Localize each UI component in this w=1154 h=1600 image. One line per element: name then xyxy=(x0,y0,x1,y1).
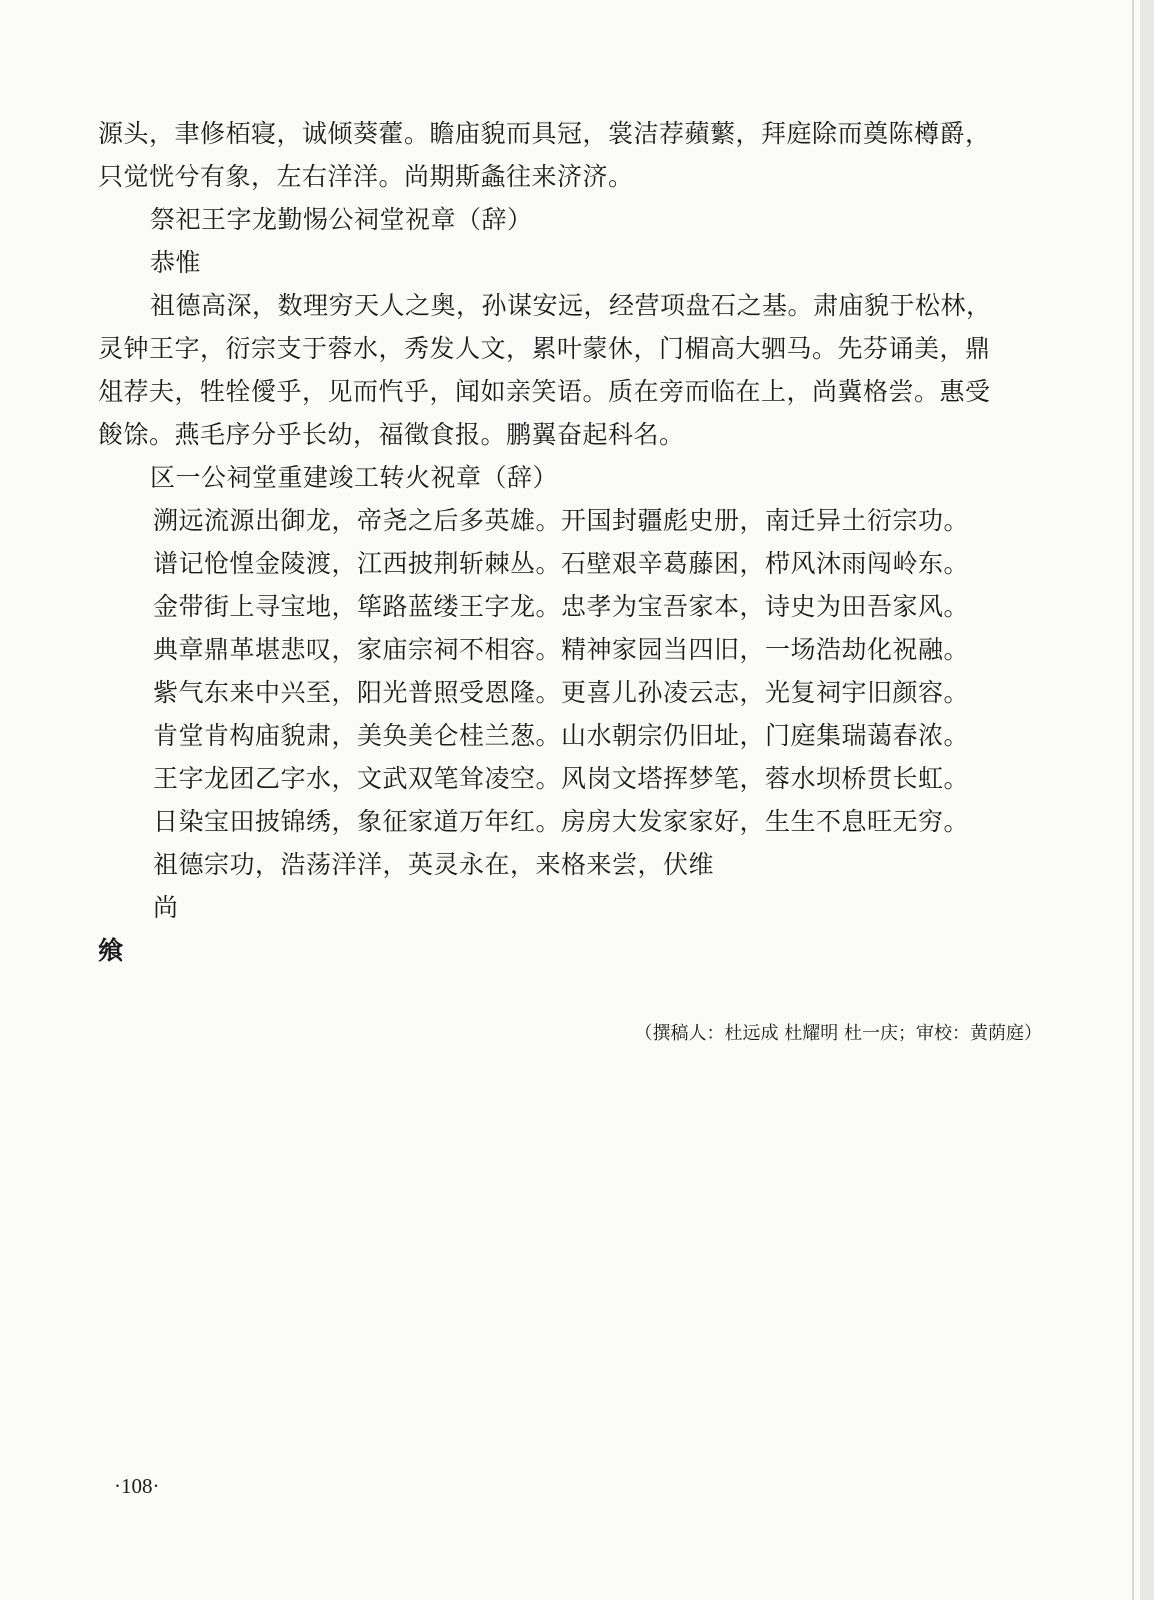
body-text xyxy=(98,112,1038,972)
verse-line: 溯远流源出御龙，帝尧之后多英雄。开国封疆彪史册，南迁异土衍宗功。 xyxy=(153,506,970,535)
scan-line xyxy=(1132,0,1134,1600)
text-line: 只觉恍兮有象，左右洋洋。尚期斯螽往来济济。 xyxy=(98,162,634,191)
verse-line: 金带街上寻宝地，筚路蓝缕王字龙。忠孝为宝吾家本，诗史为田吾家风。 xyxy=(153,592,970,621)
section-heading: 区一公祠堂重建竣工转火祝章（辞） xyxy=(150,463,559,492)
text-line: 祖德高深，数理穷天人之奥，孙谋安远，经营项盘石之基。肃庙貌于松林， xyxy=(150,291,992,320)
verse-line: 肯堂肯构庙貌肃，美奂美仑桂兰葱。山水朝宗仍旧址，门庭集瑞蔼春浓。 xyxy=(153,721,970,750)
verse-line: 祖德宗功，浩荡洋洋，英灵永在，来格来尝，伏维 xyxy=(153,850,715,879)
scan-edge xyxy=(1140,0,1154,1600)
section-heading: 祭祀王字龙勤惕公祠堂祝章（辞） xyxy=(150,205,533,234)
page-number: ·108· xyxy=(114,1474,160,1498)
author-credit: （撰稿人：杜远成 杜耀明 杜一庆；审校：黄荫庭） xyxy=(634,1023,1042,1044)
verse-line: 日染宝田披锦绣，象征家道万年红。房房大发家家好，生生不息旺无穷。 xyxy=(153,807,970,836)
text-line: 俎荐夫，牲牷僾乎，见而忾乎，闻如亲笑语。质在旁而临在上，尚冀格尝。惠受 xyxy=(98,377,991,406)
verse-line: 典章鼎革堪悲叹，家庙宗祠不相容。精神家园当四旧，一场浩劫化祝融。 xyxy=(153,635,970,664)
text-line: 源头，聿修栢寝，诚倾葵藿。瞻庙貌而具冠，裳洁荐蘋蘩，拜庭除而奠陈樽爵， xyxy=(98,119,991,148)
verse-line: 紫气东来中兴至，阳光普照受恩隆。更喜儿孙凌云志，光复祠宇旧颜容。 xyxy=(153,678,970,707)
invocation-line: 恭惟 xyxy=(150,248,202,277)
verse-line: 尚 xyxy=(153,893,179,922)
text-line: 灵钟王字，衍宗支于蓉水，秀发人文，累叶蒙休，门楣高大驷马。先芬诵美，鼎 xyxy=(98,334,991,363)
verse-line: 谱记怆惶金陵渡，江西披荆斩棘丛。石壁艰辛葛藤困，栉风沐雨闯岭东。 xyxy=(153,549,970,578)
closing-line: 飨 xyxy=(98,936,124,965)
verse-line: 王字龙团乙字水，文武双笔耸凌空。风岗文塔挥梦笔，蓉水坝桥贯长虹。 xyxy=(153,764,970,793)
text-line: 餕馀。燕毛序分乎长幼，福徵食报。鹏翼奋起科名。 xyxy=(98,420,685,449)
